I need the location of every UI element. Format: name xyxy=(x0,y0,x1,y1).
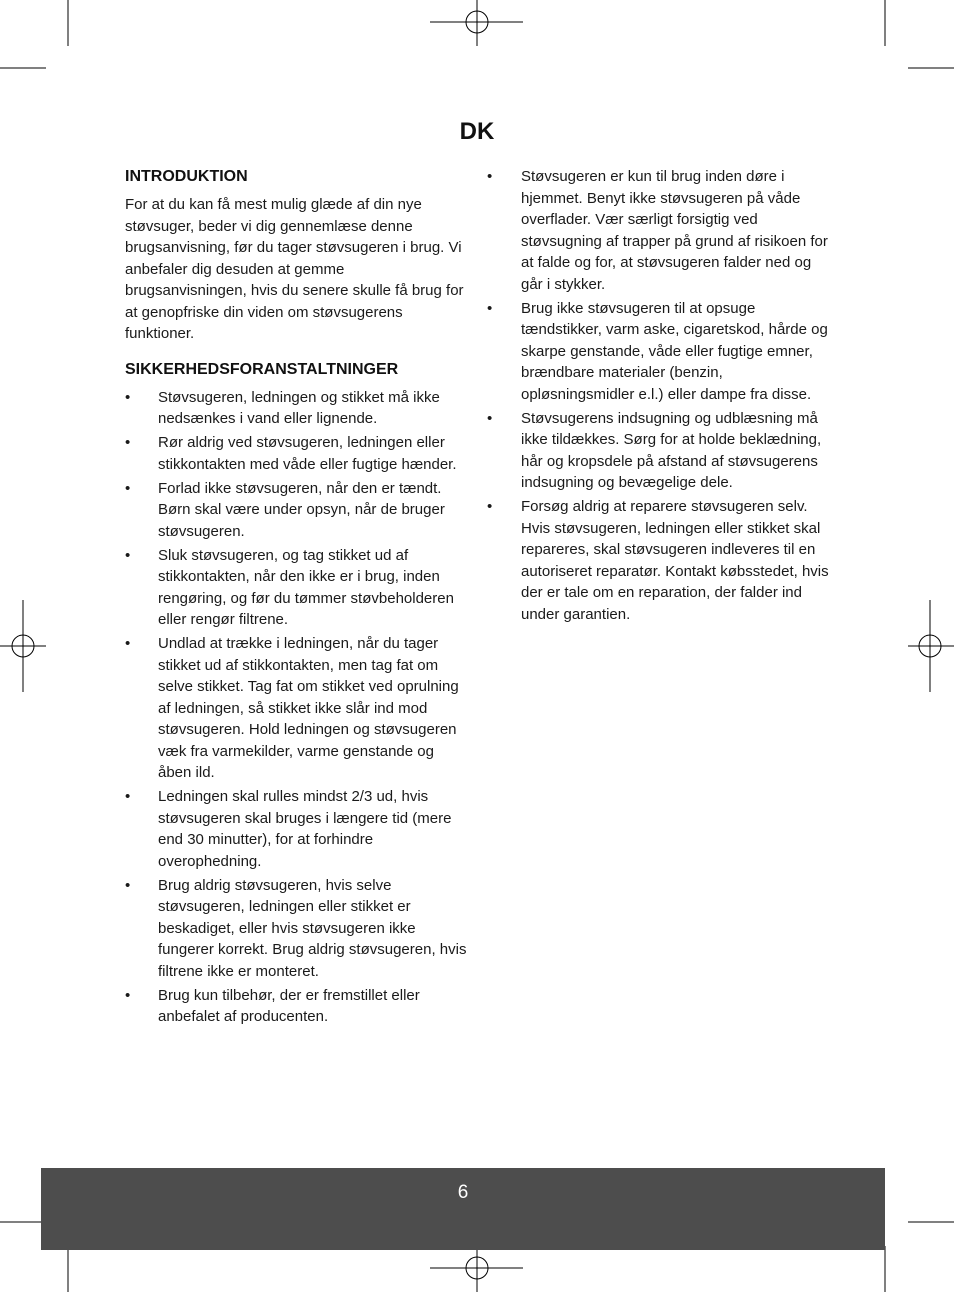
list-item xyxy=(125,985,470,1028)
bullet: • xyxy=(487,168,493,185)
intro-paragraph: For at du kan få mest mulig glæde af din nye støvsuger, beder vi dig gennemlæse denne brugsanvisning, før du tager støvsugeren i brug. Vi anbefaler dig desuden at gemme brugsanvisningen, hvis du senere skulle få brug for at genopfriske din viden om støvsugerens funktioner. xyxy=(125,196,464,342)
registration-mark-left xyxy=(0,600,46,692)
list-item-text: Ledningen skal rulles mindst 2/3 ud, hvis støvsugeren skal bruges i længere tid (mere end 30 minutter), for at forhindre overophedning. xyxy=(158,788,452,870)
registration-mark-bottom xyxy=(430,1246,523,1292)
list-item-text: Undlad at trække i ledningen, når du tager stikket ud af stikkontakten, men tag fat om selve stikket. Tag fat om stikket ved oprulning af ledningen, så stikket ikke slår ind mod støvsugeren. Hold ledningen og støvsugeren væk fra varmekilder, varme genstande og åben ild. xyxy=(158,635,459,781)
list-item-text: Støvsugeren, ledningen og stikket må ikke nedsænkes i vand eller lignende. xyxy=(158,388,440,427)
list-item-text: Forlad ikke støvsugeren, når den er tændt. Børn skal være under opsyn, når de bruger støvsugeren. xyxy=(158,479,445,540)
page-number: 6 xyxy=(457,1182,469,1203)
safety-list-right xyxy=(487,166,832,625)
bullet: • xyxy=(125,788,131,805)
bullet: • xyxy=(487,498,493,515)
intro-heading: INTRODUKTION xyxy=(125,168,248,185)
list-item-text: Sluk støvsugeren, og tag stikket ud af stikkontakten, når den ikke er i brug, inden rengøring, og før du tømmer støvbeholderen eller rengør filtrene. xyxy=(158,546,454,628)
list-item xyxy=(125,633,470,784)
list-item-text: Brug kun tilbehør, der er fremstillet eller anbefalet af producenten. xyxy=(158,986,420,1025)
bullet: • xyxy=(125,635,131,652)
list-item xyxy=(125,786,470,872)
bullet: • xyxy=(125,876,131,894)
list-item-text: Forsøg aldrig at reparere støvsugeren selv. Hvis støvsugeren, ledningen eller stikket skal repareres, skal støvsugeren indleveres til en autoriseret reparatør. Kontakt købsstedet, hvis der er tale om en reparation, der falder ind under garantien. xyxy=(521,498,829,623)
registration-mark-top xyxy=(430,0,523,46)
list-item xyxy=(125,478,470,543)
footer-bar xyxy=(41,1168,885,1250)
bullet: • xyxy=(125,986,131,1004)
left-column xyxy=(125,166,470,1030)
language-heading: DK xyxy=(459,118,495,145)
bullet: • xyxy=(125,388,131,406)
registration-mark-right xyxy=(908,600,954,692)
list-item-text: Brug aldrig støvsugeren, hvis selve støvsugeren, ledningen eller stikket er beskadiget, eller hvis støvsugeren ikke fungerer korrekt. Brug aldrig støvsugeren, hvis filtrene ikke er monteret. xyxy=(158,876,467,980)
list-item xyxy=(487,298,832,406)
list-item-text: Støvsugeren er kun til brug inden døre i hjemmet. Benyt ikke støvsugeren på våde overflader. Vær særligt forsigtig ved støvsugning af trapper på grund af risikoen for at falde og for, at støvsugeren falder ned og går i stykker. xyxy=(521,168,828,293)
bullet: • xyxy=(125,434,131,451)
list-item xyxy=(125,387,470,430)
right-column xyxy=(487,166,832,628)
bullet: • xyxy=(125,479,131,497)
bullet: • xyxy=(487,409,493,427)
list-item xyxy=(125,432,470,475)
list-item-text: Brug ikke støvsugeren til at opsuge tændstikker, varm aske, cigaretskod, hårde og skarpe genstande, våde eller fugtige emner, brændbare materialer (benzin, opløsningsmidler e.l.) eller dampe fra disse. xyxy=(521,299,828,403)
safety-list-left xyxy=(125,387,470,1028)
list-item xyxy=(487,166,832,295)
list-item xyxy=(487,408,832,494)
bullet: • xyxy=(125,546,131,564)
list-item xyxy=(125,875,470,983)
list-item xyxy=(487,496,832,625)
list-item xyxy=(125,545,470,631)
list-item-text: Støvsugerens indsugning og udblæsning må ikke tildækkes. Sørg for at holde beklædning, hår og kropsdele på afstand af støvsugerens indsugning og bevægelige dele. xyxy=(521,409,822,491)
safety-heading: SIKKERHEDSFORANSTALTNINGER xyxy=(125,360,399,378)
list-item-text: Rør aldrig ved støvsugeren, ledningen eller stikkontakten med våde eller fugtige hænder. xyxy=(158,434,457,473)
bullet: • xyxy=(487,299,493,317)
